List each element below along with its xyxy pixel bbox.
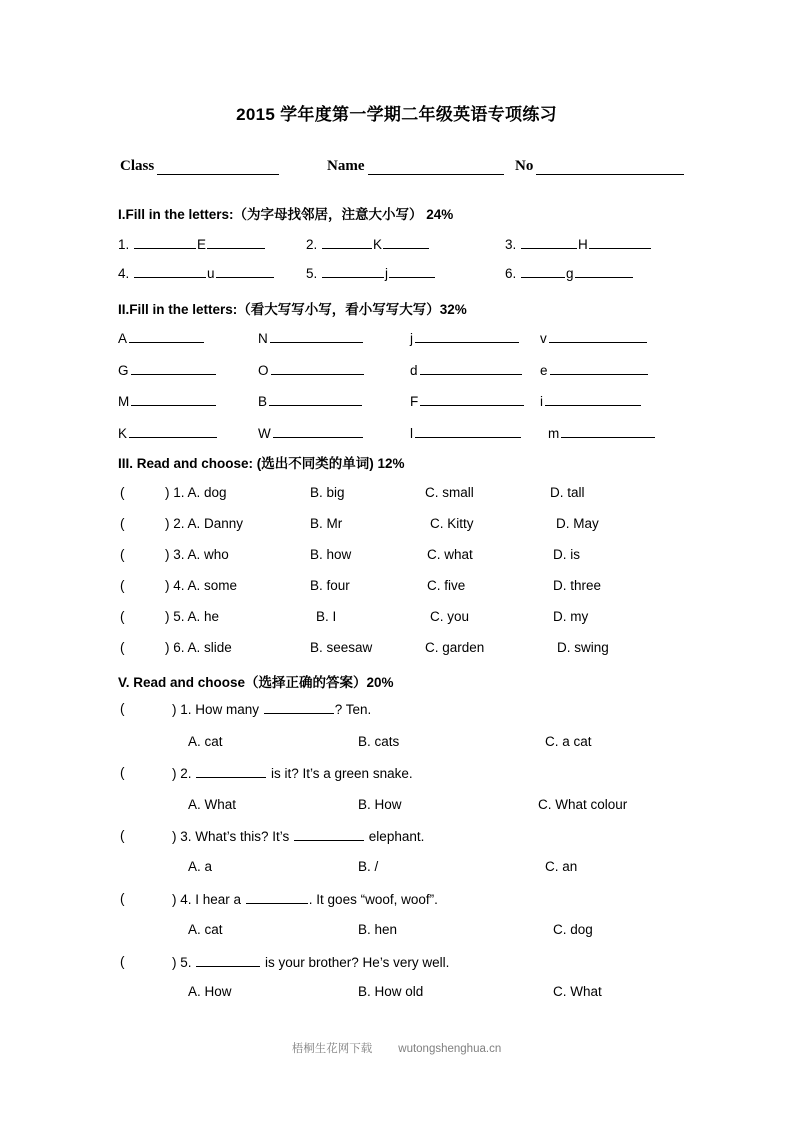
- stem-after-blank: ? Ten.: [334, 702, 372, 717]
- option-d[interactable]: D. swing: [557, 640, 609, 655]
- given-letter: O: [258, 363, 269, 378]
- section-2-item[interactable]: [258, 393, 363, 409]
- section-1-item-2[interactable]: [306, 236, 430, 252]
- option-d[interactable]: D. is: [553, 547, 580, 562]
- answer-blank[interactable]: [129, 330, 204, 343]
- section-3-q5-stem: [165, 609, 219, 624]
- section-5-q5-stem: [172, 954, 449, 970]
- answer-blank[interactable]: [545, 393, 641, 406]
- class-label: Class: [120, 158, 155, 174]
- section-3-q3-stem: [165, 547, 229, 562]
- option-a[interactable]: A. a: [188, 859, 213, 874]
- answer-blank[interactable]: [269, 393, 362, 406]
- option-b[interactable]: B. hen: [358, 922, 398, 937]
- answer-blank[interactable]: [415, 425, 521, 438]
- q-number: ) 5.: [165, 609, 185, 624]
- section-1-item-6[interactable]: [505, 265, 634, 281]
- name-label: Name: [327, 158, 365, 174]
- given-letter: m: [548, 426, 560, 441]
- item-number: 6.: [505, 266, 517, 281]
- section-2-item[interactable]: [118, 393, 217, 409]
- given-letter: j: [410, 331, 413, 346]
- stem-after-blank: is it? It’s a green snake.: [267, 766, 413, 781]
- blank-before[interactable]: [322, 265, 384, 278]
- given-letter: N: [258, 331, 268, 346]
- blank-before[interactable]: [521, 265, 565, 278]
- answer-blank[interactable]: [415, 330, 519, 343]
- answer-blank[interactable]: [550, 362, 648, 375]
- answer-blank[interactable]: [273, 425, 363, 438]
- section-3-q1-stem: [165, 485, 227, 500]
- section-1-item-3[interactable]: [505, 236, 652, 252]
- option-a[interactable]: A. cat: [188, 922, 223, 937]
- blank-after[interactable]: [383, 236, 429, 249]
- option-b[interactable]: B. How old: [358, 984, 424, 999]
- answer-paren[interactable]: (: [120, 828, 125, 843]
- answer-paren[interactable]: (: [120, 640, 125, 655]
- section-2-item[interactable]: [540, 393, 642, 409]
- section-1-heading: I.Fill in the letters:（为字母找邻居，注意大小写） 24%: [118, 207, 454, 222]
- option-d[interactable]: D. tall: [550, 485, 585, 500]
- option-b[interactable]: B. big: [310, 485, 345, 500]
- section-3-q6-stem: [165, 640, 232, 655]
- answer-paren[interactable]: (: [120, 765, 125, 780]
- section-2-item[interactable]: [258, 362, 365, 378]
- option-b[interactable]: B. seesaw: [310, 640, 373, 655]
- option-d[interactable]: D. my: [553, 609, 589, 624]
- given-letter: g: [566, 266, 574, 281]
- stem-before-blank: ) 1. How many: [172, 702, 263, 717]
- blank-before[interactable]: [134, 236, 196, 249]
- answer-blank[interactable]: [270, 330, 363, 343]
- blank-after[interactable]: [216, 265, 274, 278]
- blank-before[interactable]: [322, 236, 372, 249]
- answer-blank[interactable]: [271, 362, 364, 375]
- given-letter: F: [410, 394, 419, 409]
- section-2-item[interactable]: [258, 425, 364, 441]
- given-letter: d: [410, 363, 418, 378]
- section-3-q4-stem: [165, 578, 237, 593]
- item-number: 3.: [505, 237, 517, 252]
- answer-blank[interactable]: [420, 362, 522, 375]
- item-number: 2.: [306, 237, 318, 252]
- no-blank[interactable]: [536, 161, 684, 175]
- class-blank[interactable]: [157, 161, 279, 175]
- answer-blank[interactable]: [420, 393, 524, 406]
- option-a[interactable]: A. What: [188, 797, 237, 812]
- answer-blank[interactable]: [131, 362, 216, 375]
- option-c[interactable]: C. five: [427, 578, 466, 593]
- section-5-q2-stem: [172, 765, 413, 781]
- answer-blank[interactable]: [196, 765, 266, 778]
- given-letter: e: [540, 363, 548, 378]
- answer-paren[interactable]: (: [120, 609, 125, 624]
- q-number: ) 4.: [165, 578, 185, 593]
- option-c[interactable]: C. a cat: [545, 734, 592, 749]
- option-b[interactable]: B. four: [310, 578, 350, 593]
- item-number: 5.: [306, 266, 318, 281]
- section-5-q3-stem: [172, 828, 424, 844]
- answer-blank[interactable]: [246, 891, 308, 904]
- footer-site-url: wutongshenghua.cn: [398, 1043, 502, 1055]
- option-a[interactable]: A. How: [188, 984, 232, 999]
- stem-after-blank: is your brother? He’s very well.: [261, 955, 450, 970]
- given-letter: K: [118, 426, 128, 441]
- section-2-item[interactable]: [118, 425, 218, 441]
- option-c[interactable]: C. an: [545, 859, 578, 874]
- answer-blank[interactable]: [264, 701, 334, 714]
- given-letter: K: [373, 237, 383, 252]
- section-5-q1-stem: [172, 701, 371, 717]
- answer-blank[interactable]: [561, 425, 655, 438]
- section-3-q2-stem: [165, 516, 243, 531]
- blank-after[interactable]: [389, 265, 435, 278]
- section-2-item[interactable]: [410, 425, 522, 441]
- answer-blank[interactable]: [129, 425, 217, 438]
- answer-blank[interactable]: [549, 330, 647, 343]
- option-a[interactable]: A. some: [187, 578, 238, 593]
- answer-paren[interactable]: (: [120, 485, 125, 500]
- section-2-item[interactable]: [410, 362, 523, 378]
- answer-paren[interactable]: (: [120, 891, 125, 906]
- item-number: 1.: [118, 237, 130, 252]
- option-a[interactable]: A. dog: [187, 485, 227, 500]
- stem-before-blank: ) 2.: [172, 766, 196, 781]
- given-letter: u: [207, 266, 215, 281]
- stem-before-blank: ) 3. What’s this? It’s: [172, 829, 294, 844]
- student-identity-row: [120, 158, 680, 180]
- option-c[interactable]: C. Kitty: [430, 516, 474, 531]
- option-b[interactable]: B. I: [316, 609, 337, 624]
- answer-blank[interactable]: [196, 954, 260, 967]
- option-a[interactable]: A. slide: [187, 640, 232, 655]
- name-field[interactable]: [327, 158, 504, 175]
- stem-before-blank: ) 5.: [172, 955, 196, 970]
- option-d[interactable]: D. May: [556, 516, 599, 531]
- section-2-item[interactable]: [258, 330, 364, 346]
- answer-blank[interactable]: [131, 393, 216, 406]
- class-field[interactable]: [120, 158, 279, 175]
- option-b[interactable]: B. how: [310, 547, 352, 562]
- footer-site-name-cn: 梧桐生花网下载: [291, 1041, 373, 1055]
- option-d[interactable]: D. three: [553, 578, 602, 593]
- given-letter: v: [540, 331, 547, 346]
- no-label: No: [515, 158, 534, 174]
- answer-paren[interactable]: (: [120, 516, 125, 531]
- section-5-q4-stem: [172, 891, 438, 907]
- option-c[interactable]: C. you: [430, 609, 470, 624]
- answer-paren[interactable]: (: [120, 578, 125, 593]
- section-2-item[interactable]: [118, 362, 217, 378]
- option-c[interactable]: C. garden: [425, 640, 485, 655]
- option-b[interactable]: B. How: [358, 797, 402, 812]
- section-1-item-5[interactable]: [306, 265, 436, 281]
- option-b[interactable]: B. /: [358, 859, 379, 874]
- section-2-item[interactable]: [540, 330, 648, 346]
- section-2-item[interactable]: [548, 425, 656, 441]
- section-3-heading: III. Read and choose: (选出不同类的单词) 12%: [118, 456, 405, 471]
- section-1-item-4[interactable]: [118, 265, 275, 281]
- option-c[interactable]: C. small: [425, 485, 474, 500]
- blank-after[interactable]: [207, 236, 265, 249]
- item-number: 4.: [118, 266, 130, 281]
- q-number: ) 3.: [165, 547, 185, 562]
- q-number: ) 2.: [165, 516, 185, 531]
- section-2-item[interactable]: [410, 330, 520, 346]
- given-letter: W: [258, 426, 271, 441]
- given-letter: B: [258, 394, 268, 409]
- section-5-heading: V. Read and choose（选择正确的答案）20%: [118, 675, 394, 690]
- option-a[interactable]: A. he: [187, 609, 220, 624]
- option-c[interactable]: C. What: [553, 984, 602, 999]
- answer-blank[interactable]: [294, 828, 364, 841]
- option-a[interactable]: A. who: [187, 547, 229, 562]
- option-b[interactable]: B. cats: [358, 734, 400, 749]
- q-number: ) 1.: [165, 485, 185, 500]
- footer-watermark: [0, 1040, 793, 1056]
- given-letter: E: [197, 237, 207, 252]
- given-letter: H: [578, 237, 588, 252]
- stem-after-blank: . It goes “woof, woof”.: [308, 892, 438, 907]
- option-a[interactable]: A. Danny: [187, 516, 244, 531]
- section-1-item-1[interactable]: [118, 236, 266, 252]
- stem-before-blank: ) 4. I hear a: [172, 892, 245, 907]
- section-2-item[interactable]: [118, 330, 205, 346]
- given-letter: M: [118, 394, 130, 409]
- blank-before[interactable]: [134, 265, 206, 278]
- blank-after[interactable]: [575, 265, 633, 278]
- section-2-item[interactable]: [410, 393, 525, 409]
- q-number: ) 6.: [165, 640, 185, 655]
- given-letter: l: [410, 426, 413, 441]
- given-letter: j: [385, 266, 389, 281]
- option-c[interactable]: C. What colour: [538, 797, 628, 812]
- answer-paren[interactable]: (: [120, 701, 125, 716]
- section-2-heading: II.Fill in the letters:（看大写写小写，看小写写大写）32%: [118, 302, 467, 317]
- answer-paren[interactable]: (: [120, 954, 125, 969]
- given-letter: A: [118, 331, 128, 346]
- given-letter: G: [118, 363, 129, 378]
- no-field[interactable]: [515, 158, 684, 175]
- option-a[interactable]: A. cat: [188, 734, 223, 749]
- option-c[interactable]: C. dog: [553, 922, 593, 937]
- given-letter: i: [540, 394, 543, 409]
- blank-before[interactable]: [521, 236, 577, 249]
- option-b[interactable]: B. Mr: [310, 516, 343, 531]
- option-c[interactable]: C. what: [427, 547, 473, 562]
- stem-after-blank: elephant.: [365, 829, 425, 844]
- blank-after[interactable]: [589, 236, 651, 249]
- name-blank[interactable]: [368, 161, 504, 175]
- answer-paren[interactable]: (: [120, 547, 125, 562]
- page-title: 2015 学年度第一学期二年级英语专项练习: [236, 105, 557, 124]
- section-2-item[interactable]: [540, 362, 649, 378]
